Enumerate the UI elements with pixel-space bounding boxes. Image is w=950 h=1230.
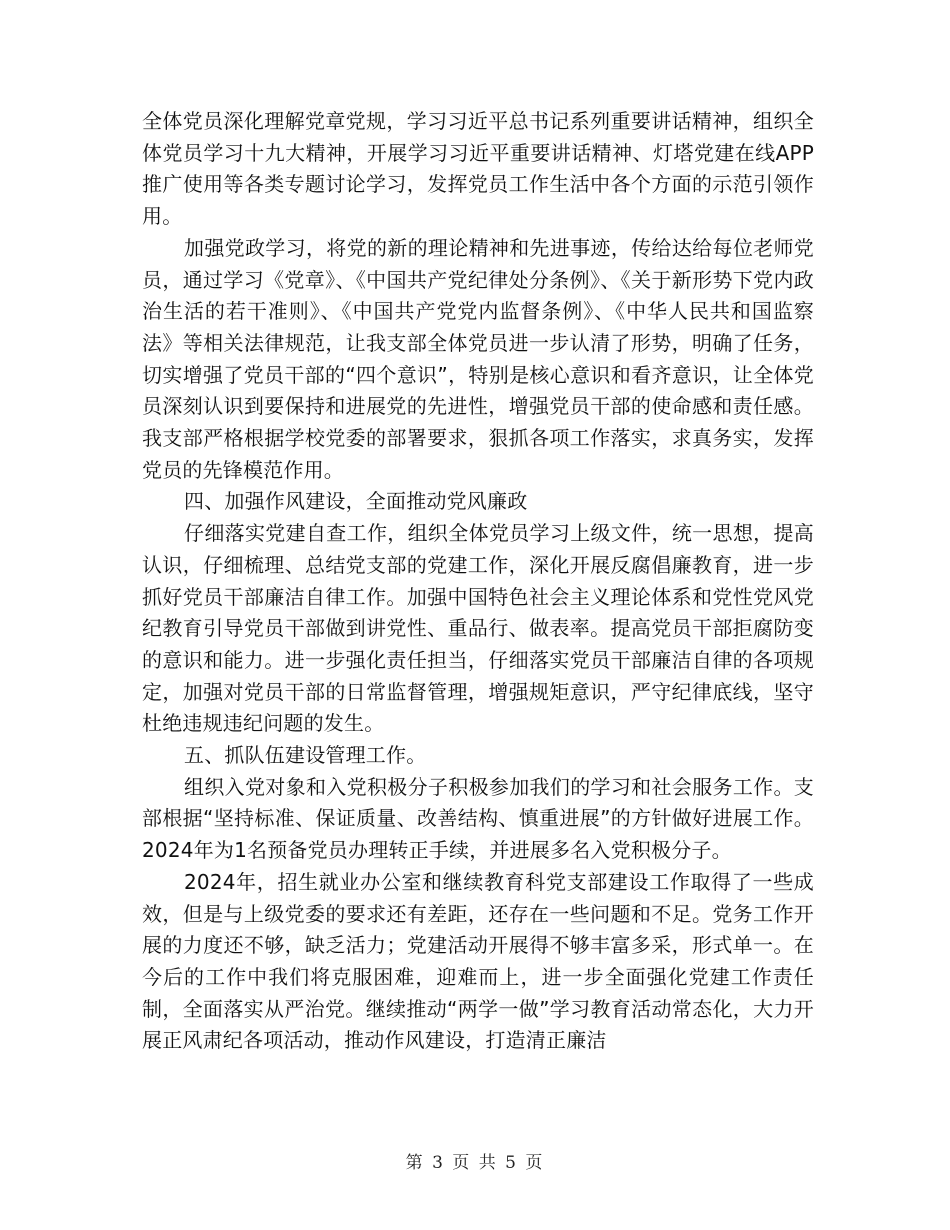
section-heading-4: 四、加强作风建设，全面推动党风廉政 (184, 489, 528, 514)
page-footer: 第 3 页 共 5 页 (405, 1153, 545, 1173)
paragraph-4: 组织入党对象和入党积极分子积极参加我们的学习和社会服务工作。支部根据“坚持标准、保证质量、改善结构、慎重进展”的方针做好进展工作。2024年为1名预备党员办理转正手续，并进展多名入党积极分子。 (142, 774, 814, 863)
paragraph-1: 全体党员深化理解党章党规，学习习近平总书记系列重要讲话精神，组织全体党员学习十九大精神，开展学习习近平重要讲话精神、灯塔党建在线APP推广使用等各类专题讨论学习，发挥党员工作生活中各个方面的示范引领作用。 (142, 109, 814, 229)
paragraph-3: 仔细落实党建自查工作，组织全体党员学习上级文件，统一思想，提高认识，仔细梳理、总结党支部的党建工作，深化开展反腐倡廉教育，进一步抓好党员干部廉洁自律工作。加强中国特色社会主义理论体系和党性党风党纪教育引导党员干部做到讲党性、重品行、做表率。提高党员干部拒腐防变的意识和能力。进一步强化责任担当，仔细落实党员干部廉洁自律的各项规定，加强对党员干部的日常监督管理，增强规矩意识，严守纪律底线，坚守杜绝违规违纪问题的发生。 (142, 521, 814, 736)
paragraph-2: 加强党政学习，将党的新的理论精神和先进事迹，传给达给每位老师党员，通过学习《党章》、《中国共产党纪律处分条例》、《关于新形势下党内政治生活的若干准则》、《中国共产党党内监督条例》、《中华人民共和国监察法》等相关法律规范，让我支部全体党员进一步认清了形势，明确了任务，切实增强了党员干部的“四个意识”，特别是核心意识和看齐意识，让全体党员深刻认识到要保持和进展党的先进性，增强党员干部的使命感和责任感。我支部严格根据学校党委的部署要求，狠抓各项工作落实，求真务实，发挥党员的先锋模范作用。 (142, 235, 814, 482)
document-body (142, 106, 814, 1057)
paragraph-5: 2024年，招生就业办公室和继续教育科党支部建设工作取得了一些成效，但是与上级党委的要求还有差距，还存在一些问题和不足。党务工作开展的力度还不够，缺乏活力；党建活动开展得不够丰富多采，形式单一。在今后的工作中我们将克服困难，迎难而上，进一步全面强化党建工作责任制，全面落实从严治党。继续推动“两学一做”学习教育活动常态化，大力开展正风肃纪各项活动，推动作风建设，打造清正廉洁 (142, 869, 814, 1053)
section-heading-5: 五、抓队伍建设管理工作。 (184, 743, 427, 768)
